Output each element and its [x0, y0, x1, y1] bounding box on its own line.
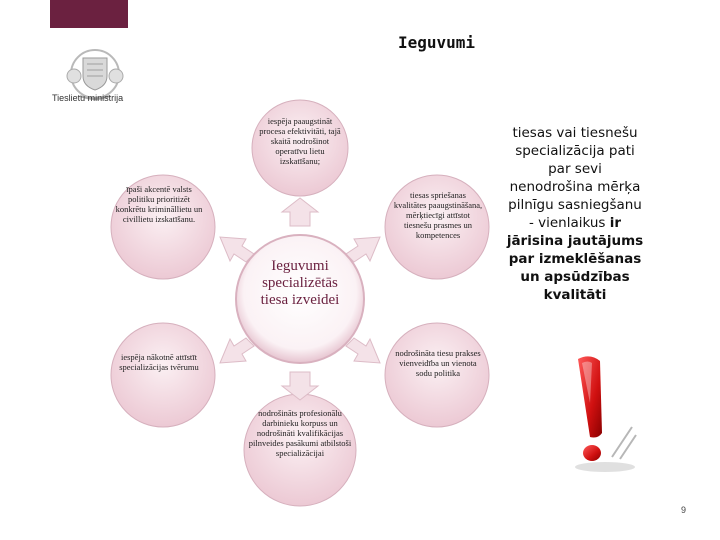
node-lower-left-text: iespēja nākotnē attīstīt specializācijas tvērumu [119, 352, 199, 372]
arrow-lower-right [346, 338, 380, 363]
sidebar-note-text: tiesas vai tiesnešu specializācija pati par sevi nenodrošina mērķa pilnīgu sasniegšanu - vienlaikus [508, 125, 642, 231]
slide-title: Ieguvumi [398, 33, 476, 52]
node-top-text: iespēja paaugstināt procesa efektivitāti, tajā skaitā nodrošinot operatīvu lietu izskatīšanu; [259, 116, 341, 166]
sidebar-note-emphasis: ir jārisina jautājums par izmeklēšanas un apsūdzības kvalitāti [506, 215, 644, 303]
arrow-lower-left [220, 338, 254, 363]
arrow-upper-left [220, 237, 254, 262]
sidebar-note [505, 124, 645, 304]
node-upper-left-text: īpaši akcentē valsts politiku prioritizēt konkrētu krimināllietu un civillietu izskatīšanu. [115, 184, 203, 224]
node-upper-right-text: tiesas spriešanas kvalitātes paaugstināšana, mērķtiecīgi attīstot tiesnešu prasmes un kompetences [393, 190, 483, 240]
page-number: 9 [681, 505, 687, 515]
arrow-top [282, 198, 318, 226]
ministry-name: Tieslietu ministrija [52, 93, 124, 103]
node-lower-right-text: nodrošināta tiesu prakses vienveidība un vienota sodu politika [395, 348, 481, 378]
center-node-label: Ieguvumi specializētās tiesa izveidei [260, 258, 340, 308]
node-bottom-text: nodrošināts profesionālu darbinieku korpuss un nodrošināti kvalifikācijas pilnveides pasākumi atbilstoši specializācijai [248, 408, 352, 458]
node-lower-left [111, 323, 215, 427]
arrow-upper-right [346, 237, 380, 262]
exclamation-mark-icon [560, 355, 650, 475]
